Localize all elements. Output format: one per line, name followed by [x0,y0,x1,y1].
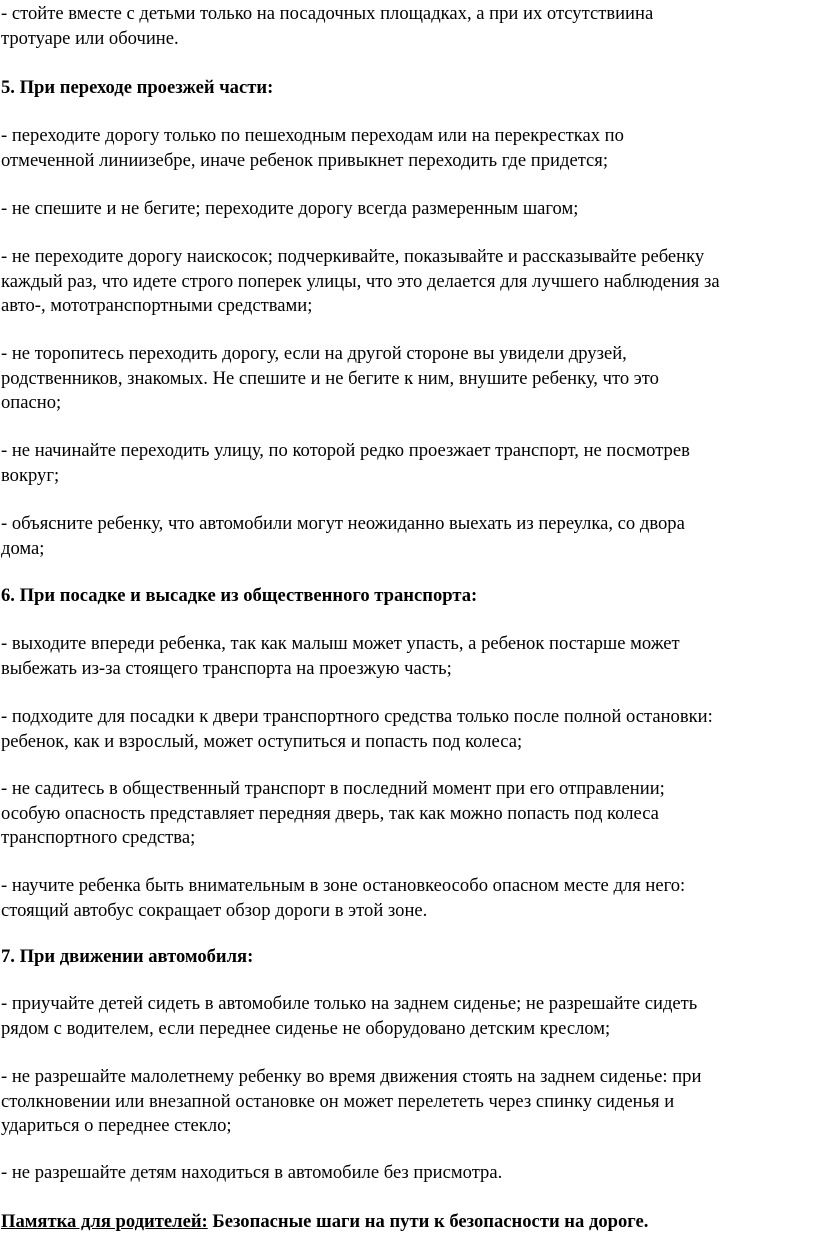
section-5-item-6 [1,512,816,561]
text-line: транспортного средства; [1,827,196,848]
text-line: - не разрешайте детям находиться в автомобиле без присмотра. [1,1162,503,1183]
memo-heading [1,1210,816,1235]
text-line: - приучайте детей сидеть в автомобиле только на заднем сиденье; не разрешайте сидеть [1,993,698,1014]
text-line: - не разрешайте малолетнему ребенку во время движения стоять на заднем сиденье: при [1,1066,702,1087]
memo-label: Памятка для родителей: [1,1211,208,1232]
text-line: отмеченной линиизебре, иначе ребенок привыкнет переходить где придется; [1,149,609,171]
text-line: опасно; [1,392,62,413]
text-line: рядом с водителем, если переднее сиденье не оборудовано детским креслом; [1,1017,611,1039]
text-line: удариться о переднее стекло; [1,1115,232,1136]
section-6-item-4 [1,874,816,923]
section-6-item-1 [1,632,816,681]
section-6-item-3 [1,777,816,851]
section-7-item-1 [1,992,816,1041]
text-line: - подходите для посадки к двери транспортного средства только после полной остановки: [1,706,713,727]
section-7-item-2 [1,1065,816,1139]
text-line: - не начинайте переходить улицу, по которой редко проезжает транспорт, не посмотрев [1,440,690,461]
text-line: - не переходите дорогу наискосок; подчеркивайте, показывайте и рассказывайте ребенку [1,246,705,267]
text-line: - стойте вместе с детьми только на посадочных площадках, а при их отсутствиина [1,3,654,24]
text-line: - научите ребенка быть внимательным в зоне остановкеособо опасном месте для него: [1,875,686,896]
text-line: - не садитесь в общественный транспорт в последний момент при его отправлении; [1,778,665,799]
section-7-item-3 [1,1161,816,1186]
text-line: столкновении или внезапной остановке он может перелететь через спинку сиденья и [1,1090,675,1112]
intro-paragraph [1,2,816,51]
text-line: авто-, мототранспортными средствами; [1,295,313,316]
text-line: стоящий автобус сокращает обзор дороги в этой зоне. [1,899,428,921]
section-5-item-5 [1,439,816,488]
section-6-heading: 6. При посадке и высадке из общественного транспорта: [1,585,478,606]
text-line: - объясните ребенку, что автомобили могут неожиданно выехать из переулка, со двора [1,513,685,534]
section-5-item-2 [1,197,816,222]
text-line: дома; [1,537,45,559]
text-line: каждый раз, что идете строго поперек улицы, что это делается для лучшего наблюдения за [1,270,720,292]
section-5-heading: 5. При переходе проезжей части: [1,77,274,98]
text-line: родственников, знакомых. Не спешите и не бегите к ним, внушите ребенку, что это [1,367,659,389]
text-line: особую опасность представляет передняя дверь, так как можно попасть под колеса [1,802,659,824]
text-line: выбежать из-за стоящего транспорта на проезжую часть; [1,657,452,679]
text-line: ребенок, как и взрослый, может оступиться и попасть под колеса; [1,730,523,752]
text-line: - не спешите и не бегите; переходите дорогу всегда размеренным шагом; [1,198,579,219]
text-line: вокруг; [1,464,60,486]
section-5-item-4 [1,342,816,416]
section-6-item-2 [1,705,816,754]
text-line: - выходите впереди ребенка, так как малыш может упасть, а ребенок постарше может [1,633,680,654]
section-5-item-3 [1,245,816,319]
text-line: - не торопитесь переходить дорогу, если на другой стороне вы увидели друзей, [1,343,627,364]
section-5-item-1 [1,124,816,173]
text-line: тротуаре или обочине. [1,27,179,49]
memo-title: Безопасные шаги на пути к безопасности на дороге. [207,1211,649,1232]
section-7-heading: 7. При движении автомобиля: [1,946,254,967]
text-line: - переходите дорогу только по пешеходным переходам или на перекрестках по [1,125,624,146]
